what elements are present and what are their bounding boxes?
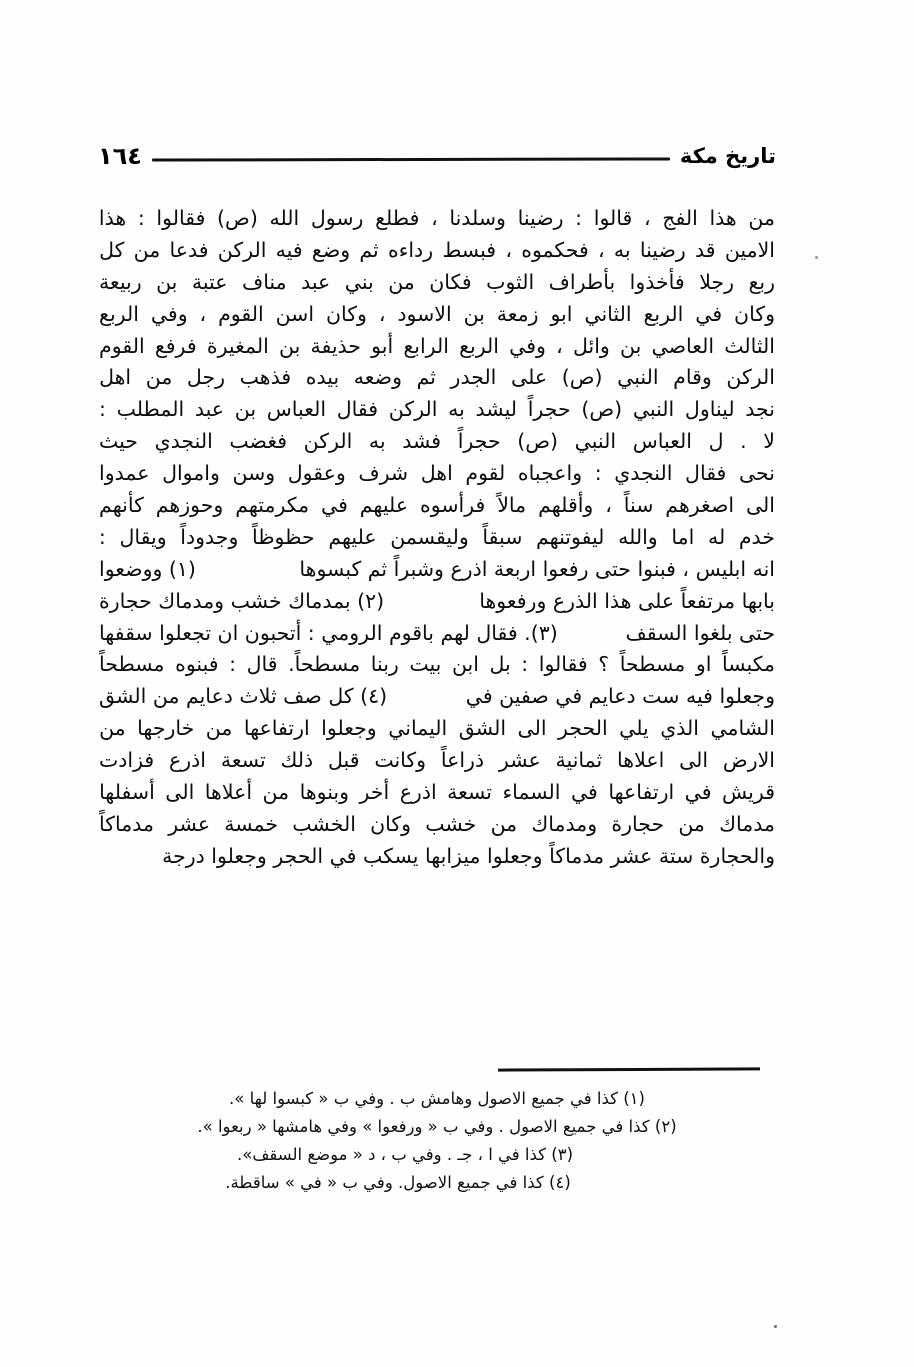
page-header	[98, 138, 776, 178]
page-number: ١٦٤	[98, 142, 142, 170]
footnote-ref-4: (٤) كل صف ثلاث دعايم من الشق	[99, 684, 388, 709]
footnote-text: كذا في ا ، جـ . وفي ب ، د « موضع السقف».	[236, 1145, 547, 1164]
body-line: الامين قد رضينا به ، فحكموه ، فبسط رداءه ثم وضع فيه الركن فدعا من كل	[99, 237, 775, 262]
body-line: الشامي الذي يلي الحجر الى الشق اليماني وجعلوا ارتفاعها من خارجها من	[99, 716, 775, 741]
footnote-item	[99, 1113, 775, 1141]
body-line: نجد ليناول النبي (ص) حجراً ليشد به الركن فقال العباس بن عبد المطلب :	[99, 397, 775, 422]
body-line: لا . ل العباس النبي (ص) حجراً فشد به الركن فغضب النجدي حيث	[98, 429, 775, 454]
body-line: الركن وقام النبي (ص) على الجدر ثم وضعه بيده فذهب رجل من اهل	[99, 365, 775, 390]
body-line-with-footnote-ref	[99, 554, 775, 586]
body-line: مكبساً او مسطحاً ؟ فقالوا : بل ابن بيت ربنا مسطحاً. قال : فبنوه مسطحاً	[98, 652, 775, 677]
body-line: والحجارة ستة عشر مدماكاً وجعلوا ميزابها يسكب في الحجر وجعلوا درجة	[162, 843, 775, 868]
footnote-item	[99, 1085, 775, 1113]
body-line: وكان في الربع الثاني ابو زمعة بن الاسود ، وكان اسن القوم ، وفي الربع	[99, 301, 775, 326]
body-line: خدم له اما والله ليفوتنهم سبقاً وليقسمن عليهم حظوظاً وجدوداً ويقال :	[98, 524, 775, 549]
footnote-ref-1: (١) ووضعوا	[99, 556, 196, 581]
footnote-text: كذا في جميع الاصول . وفي ب « ورفعوا » وفي هامشها « ربعوا ».	[197, 1117, 650, 1136]
footnote-text: كذا في جميع الاصول وهامش ب . وفي ب « كبسوا لها ».	[229, 1089, 618, 1108]
footnote-marker: (٢)	[654, 1117, 677, 1136]
footnote-marker: (٤)	[549, 1173, 571, 1192]
body-line: نحى فقال النجدي : واعجباه لقوم اهل شرف وعقول وسن واموال عمدوا	[99, 461, 775, 486]
body-line: قريش في ارتفاعها في السماء تسعة اذرع أخر وبنوها من أعلاها الى أسفلها	[99, 780, 775, 805]
header-rule	[152, 157, 670, 161]
book-title: تاريخ مكة	[679, 143, 776, 168]
footnote-text: كذا في جميع الاصول. وفي ب « في » ساقطة.	[225, 1173, 544, 1192]
footnote-separator-rule	[498, 1067, 760, 1071]
footnote-item	[99, 1169, 775, 1197]
body-line-with-footnote-ref	[99, 586, 775, 618]
body-line-text: انه ابليس ، فبنوا حتى رفعوا اربعة اذرع وشبراً ثم كبسوها	[299, 556, 775, 581]
body-line: الى اصغرهم سناً ، وأقلهم مالاً فرأسوه عليهم في مكرمتهم وحوزهم كأنهم	[99, 493, 775, 518]
scan-speck	[815, 256, 818, 259]
footnote-ref-2: (٢) بمدماك خشب ومدماك حجارة	[99, 588, 385, 613]
body-line: من هذا الفج ، قالوا : رضينا وسلدنا ، فطلع رسول الله (ص) فقالوا : هذا	[98, 206, 775, 230]
body-line-text: وجعلوا فيه ست دعايم في صفين في	[465, 684, 775, 709]
body-line-with-footnote-ref	[99, 618, 775, 650]
body-line: ربع رجلا فأخذوا بأطراف الثوب فكان من بني عبد مناف عتبة بن ربيعة	[98, 269, 775, 294]
body-line: الثالث العاصي بن وائل ، وفي الربع الرابع أبو حذيفة بن المغيرة فرفع القوم	[99, 333, 775, 358]
body-line: الارض الى اعلاها ثمانية عشر ذراعاً وكانت قبل ذلك تسعة اذرع فزادت	[99, 748, 775, 773]
footnote-item	[99, 1141, 775, 1169]
footnotes	[99, 1085, 775, 1197]
footnote-ref-3: (٣). فقال لهم باقوم الرومي : أتحبون ان تجعلوا سقفها	[99, 620, 558, 645]
footnote-marker: (٣)	[551, 1145, 574, 1164]
body-line-with-footnote-ref	[99, 681, 775, 713]
scan-speck	[774, 1325, 777, 1328]
footnote-marker: (١)	[623, 1089, 645, 1108]
body-line: مدماك من حجارة ومدماك من خشب وكان الخشب خمسة عشر مدماكاً	[99, 811, 775, 836]
body-line-text: بابها مرتفعاً على هذا الذرع ورفعوها	[479, 588, 775, 613]
body-text	[99, 203, 775, 873]
body-line-text: حتى بلغوا السقف	[625, 620, 775, 645]
